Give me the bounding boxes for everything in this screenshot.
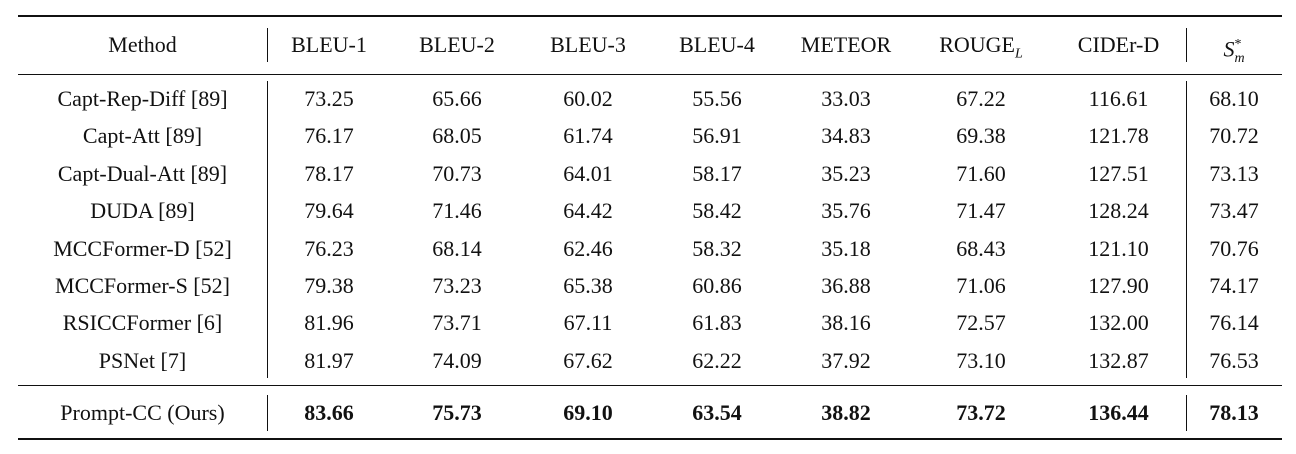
- value-cell: 121.78: [1088, 123, 1149, 149]
- value-cell: 73.72: [956, 400, 1006, 425]
- value-cell: 73.71: [432, 310, 482, 336]
- table-row: [18, 156, 1282, 192]
- method-cell: Capt-Dual-Att [89]: [57, 160, 228, 186]
- value-cell: 73.13: [1209, 160, 1259, 186]
- sm-superscript: *: [1234, 37, 1242, 52]
- value-cell: 38.16: [821, 310, 871, 336]
- value-cell: 74.09: [432, 347, 482, 373]
- sm-subscript: m: [1234, 50, 1245, 66]
- value-cell: 63.54: [692, 400, 742, 425]
- value-cell: 132.00: [1088, 310, 1149, 336]
- value-cell: 38.82: [821, 400, 871, 425]
- value-cell: 69.10: [563, 400, 613, 425]
- value-cell: 67.11: [563, 310, 613, 336]
- method-cell: Capt-Rep-Diff [89]: [57, 86, 228, 111]
- value-cell: 37.92: [821, 347, 871, 373]
- table-row: [18, 343, 1282, 379]
- value-cell: 64.01: [563, 160, 613, 186]
- value-cell: 71.60: [956, 160, 1006, 186]
- value-cell: 78.17: [304, 160, 354, 186]
- value-cell: 67.62: [563, 347, 613, 373]
- header-sm: [1186, 27, 1282, 66]
- value-cell: 33.03: [821, 86, 871, 111]
- value-cell: 34.83: [821, 123, 871, 149]
- value-cell: 81.96: [304, 310, 354, 336]
- value-cell: 35.18: [821, 235, 871, 261]
- value-cell: 71.46: [432, 198, 482, 224]
- method-cell: Capt-Att [89]: [82, 123, 203, 149]
- rouge-subscript: L: [1014, 46, 1023, 62]
- value-cell: 76.23: [304, 235, 354, 261]
- header-cider: CIDEr-D: [1077, 32, 1160, 57]
- value-cell: 76.53: [1209, 347, 1259, 373]
- value-cell: 127.51: [1088, 160, 1149, 186]
- method-cell: RSICCFormer [6]: [62, 310, 223, 336]
- value-cell: 81.97: [304, 347, 354, 373]
- header-bleu1: BLEU-1: [291, 32, 367, 57]
- value-cell: 35.23: [821, 160, 871, 186]
- table-row: [18, 193, 1282, 229]
- value-cell: 35.76: [821, 198, 871, 224]
- final-row-rule: [18, 385, 1282, 386]
- value-cell: 62.22: [692, 347, 742, 373]
- value-cell: 121.10: [1088, 235, 1149, 261]
- method-cell: MCCFormer-D [52]: [53, 235, 232, 261]
- header-bleu4: BLEU-4: [679, 32, 755, 57]
- value-cell: 116.61: [1088, 86, 1149, 111]
- header-bleu3: BLEU-3: [550, 32, 626, 57]
- rouge-base: ROUGE: [939, 32, 1015, 57]
- value-cell: 62.46: [563, 235, 613, 261]
- value-cell: 79.38: [304, 273, 354, 298]
- value-cell: 83.66: [304, 400, 354, 425]
- value-cell: 127.90: [1088, 273, 1149, 298]
- header-bleu2: BLEU-2: [419, 32, 495, 57]
- value-cell: 79.64: [304, 198, 354, 224]
- value-cell: 68.43: [956, 235, 1006, 261]
- value-cell: 65.66: [432, 86, 482, 111]
- table-row: [18, 81, 1282, 117]
- value-cell: 58.17: [692, 160, 742, 186]
- value-cell: 71.06: [956, 273, 1006, 298]
- header-method: Method: [108, 32, 177, 57]
- value-cell: 58.42: [692, 198, 742, 224]
- value-cell: 65.38: [563, 273, 613, 298]
- value-cell: 61.74: [563, 123, 613, 149]
- table-row: [18, 118, 1282, 154]
- value-cell: 70.73: [432, 160, 482, 186]
- header-row: [18, 27, 1282, 66]
- value-cell: 68.10: [1209, 86, 1259, 111]
- header-rule: [18, 74, 1282, 75]
- value-cell: 73.10: [956, 347, 1006, 373]
- value-cell: 70.76: [1209, 235, 1259, 261]
- header-rouge: [911, 27, 1051, 63]
- method-cell: PSNet [7]: [98, 347, 187, 373]
- bottom-rule: [18, 438, 1282, 440]
- value-cell: 73.47: [1209, 198, 1259, 224]
- value-cell: 71.47: [956, 198, 1006, 224]
- top-rule: [18, 15, 1282, 17]
- value-cell: 60.02: [563, 86, 613, 111]
- value-cell: 69.38: [956, 123, 1006, 149]
- table-row: [18, 305, 1282, 341]
- value-cell: 128.24: [1088, 198, 1149, 224]
- value-cell: 76.17: [304, 123, 354, 149]
- value-cell: 60.86: [692, 273, 742, 298]
- value-cell: 64.42: [563, 198, 613, 224]
- value-cell: 73.23: [432, 273, 482, 298]
- value-cell: 76.14: [1209, 310, 1259, 336]
- value-cell: 61.83: [692, 310, 742, 336]
- value-cell: 72.57: [956, 310, 1006, 336]
- header-meteor: METEOR: [800, 32, 892, 57]
- value-cell: 68.14: [432, 235, 482, 261]
- value-cell: 78.13: [1209, 400, 1259, 425]
- value-cell: 73.25: [304, 86, 354, 111]
- value-cell: 58.32: [692, 235, 742, 261]
- value-cell: 36.88: [821, 273, 871, 298]
- sm-base: S: [1223, 36, 1235, 62]
- value-cell: 67.22: [956, 86, 1006, 111]
- final-table-row: [18, 395, 1282, 431]
- value-cell: 68.05: [432, 123, 482, 149]
- value-cell: 56.91: [692, 123, 742, 149]
- method-cell: MCCFormer-S [52]: [55, 273, 230, 298]
- value-cell: 132.87: [1088, 347, 1149, 373]
- value-cell: 70.72: [1209, 123, 1259, 149]
- value-cell: 55.56: [692, 86, 742, 111]
- table-row: [18, 231, 1282, 267]
- value-cell: 74.17: [1209, 273, 1259, 298]
- table-row: [18, 268, 1282, 304]
- value-cell: 75.73: [432, 400, 482, 425]
- value-cell: 136.44: [1088, 400, 1149, 425]
- method-cell: DUDA [89]: [90, 198, 195, 224]
- method-cell: Prompt-CC (Ours): [60, 400, 225, 425]
